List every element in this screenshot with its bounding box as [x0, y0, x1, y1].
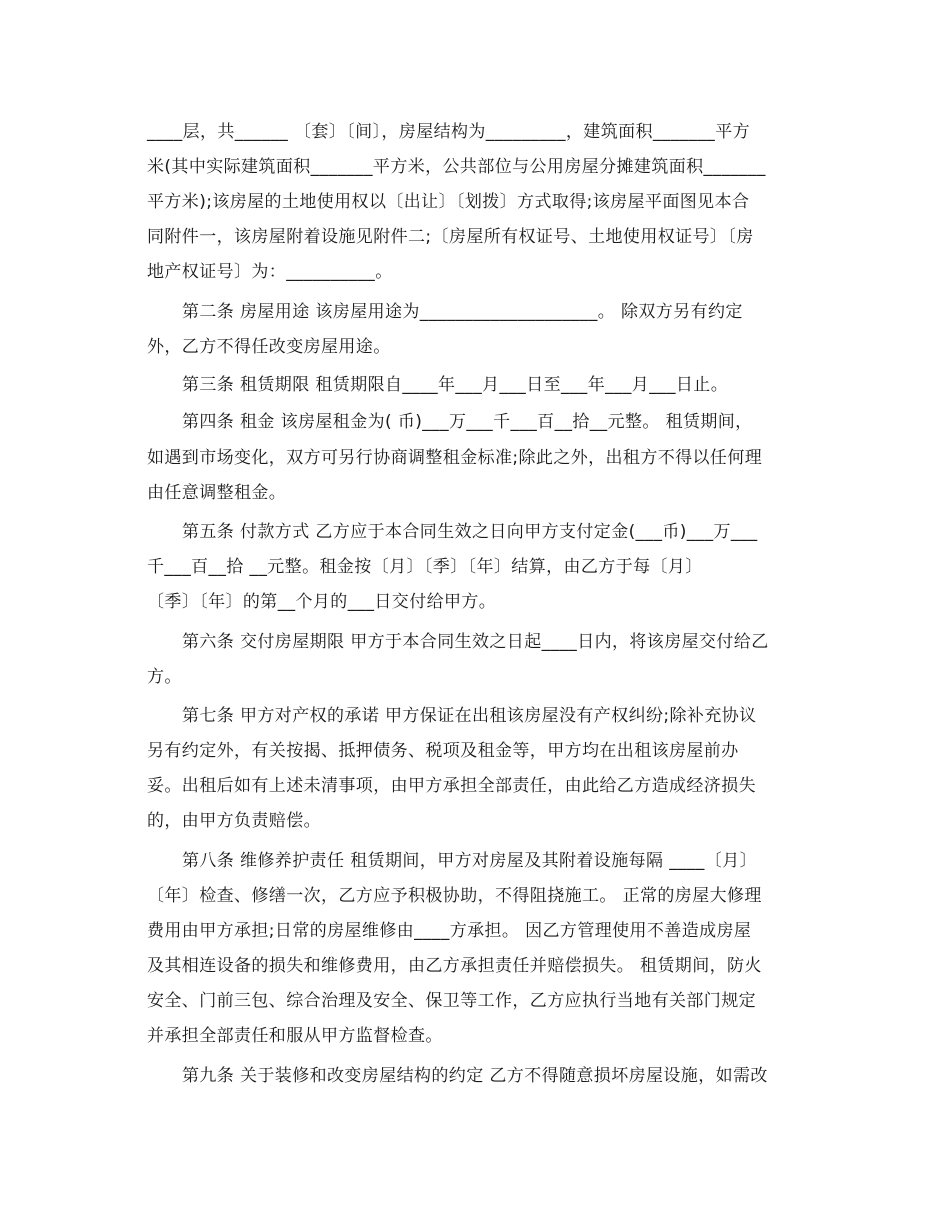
text-line: 安全、门前三包、综合治理及安全、保卫等工作，乙方应执行当地有关部门规定 [147, 991, 756, 1011]
text-line: 地产权证号〕为：__________。 [147, 262, 393, 282]
text-line: 由任意调整租金。 [147, 483, 287, 503]
text-line: 妥。出租后如有上述未清事项，由甲方承担全部责任，由此给乙方造成经济损失 [147, 776, 756, 796]
article-7-heading-line: 第七条 甲方对产权的承诺 甲方保证在出租该房屋没有产权纠纷;除补充协议 [182, 706, 757, 726]
text-line: 〔年〕检查、修缮一次，乙方应予积极协助，不得阻挠施工。 正常的房屋大修理 [147, 886, 762, 906]
text-line: 同附件一，该房屋附着设施见附件二;〔房屋所有权证号、土地使用权证号〕〔房 [147, 227, 754, 247]
article-8-heading-line: 第八条 维修养护责任 租赁期间，甲方对房屋及其附着设施每隔 ____〔月〕 [182, 851, 758, 871]
text-line: 千___百__拾 __元整。租金按〔月〕〔季〕〔年〕结算，由乙方于每〔月〕 [147, 557, 703, 577]
article-3-line: 第三条 租赁期限 租赁期限自____年___月___日至___年___月___日止。 [182, 375, 729, 395]
text-line: 外，乙方不得任改变房屋用途。 [147, 337, 391, 357]
text-line: ____层，共______ 〔套〕〔间〕，房屋结构为_________，建筑面积_______平方 [147, 122, 751, 142]
article-2-heading-line: 第二条 房屋用途 该房屋用途为____________________。 除双方另有约定 [182, 302, 743, 322]
text-line: 〔季〕〔年〕的第__个月的___日交付给甲方。 [147, 592, 497, 612]
text-line: 方。 [147, 667, 182, 687]
text-line: 并承担全部责任和服从甲方监督检查。 [147, 1026, 443, 1046]
article-4-heading-line: 第四条 租金 该房屋租金为( 币)___万___千___百__拾__元整。 租赁期间， [182, 412, 753, 432]
text-line: 米(其中实际建筑面积_______平方米，公共部位与公用房屋分摊建筑面积_______ [147, 157, 766, 177]
article-5-heading-line: 第五条 付款方式 乙方应于本合同生效之日向甲方支付定金(___币)___万___ [182, 522, 758, 542]
text-line: 的，由甲方负责赔偿。 [147, 811, 321, 831]
text-line: 另有约定外，有关按揭、抵押债务、税项及租金等，甲方均在出租该房屋前办 [147, 741, 739, 761]
article-9-heading-line: 第九条 关于装修和改变房屋结构的约定 乙方不得随意损坏房屋设施，如需改 [182, 1066, 768, 1086]
text-line: 如遇到市场变化，双方可另行协商调整租金标准;除此之外，出租方不得以任何理 [147, 448, 763, 468]
text-line: 及其相连设备的损失和维修费用，由乙方承担责任并赔偿损失。 租赁期间，防火 [147, 956, 762, 976]
text-line: 费用由甲方承担;日常的房屋维修由____方承担。 因乙方管理使用不善造成房屋 [147, 921, 752, 941]
article-6-heading-line: 第六条 交付房屋期限 甲方于本合同生效之日起____日内，将该房屋交付给乙 [182, 632, 769, 652]
text-line: 平方米);该房屋的土地使用权以〔出让〕〔划拨〕方式取得;该房屋平面图见本合 [147, 192, 750, 212]
